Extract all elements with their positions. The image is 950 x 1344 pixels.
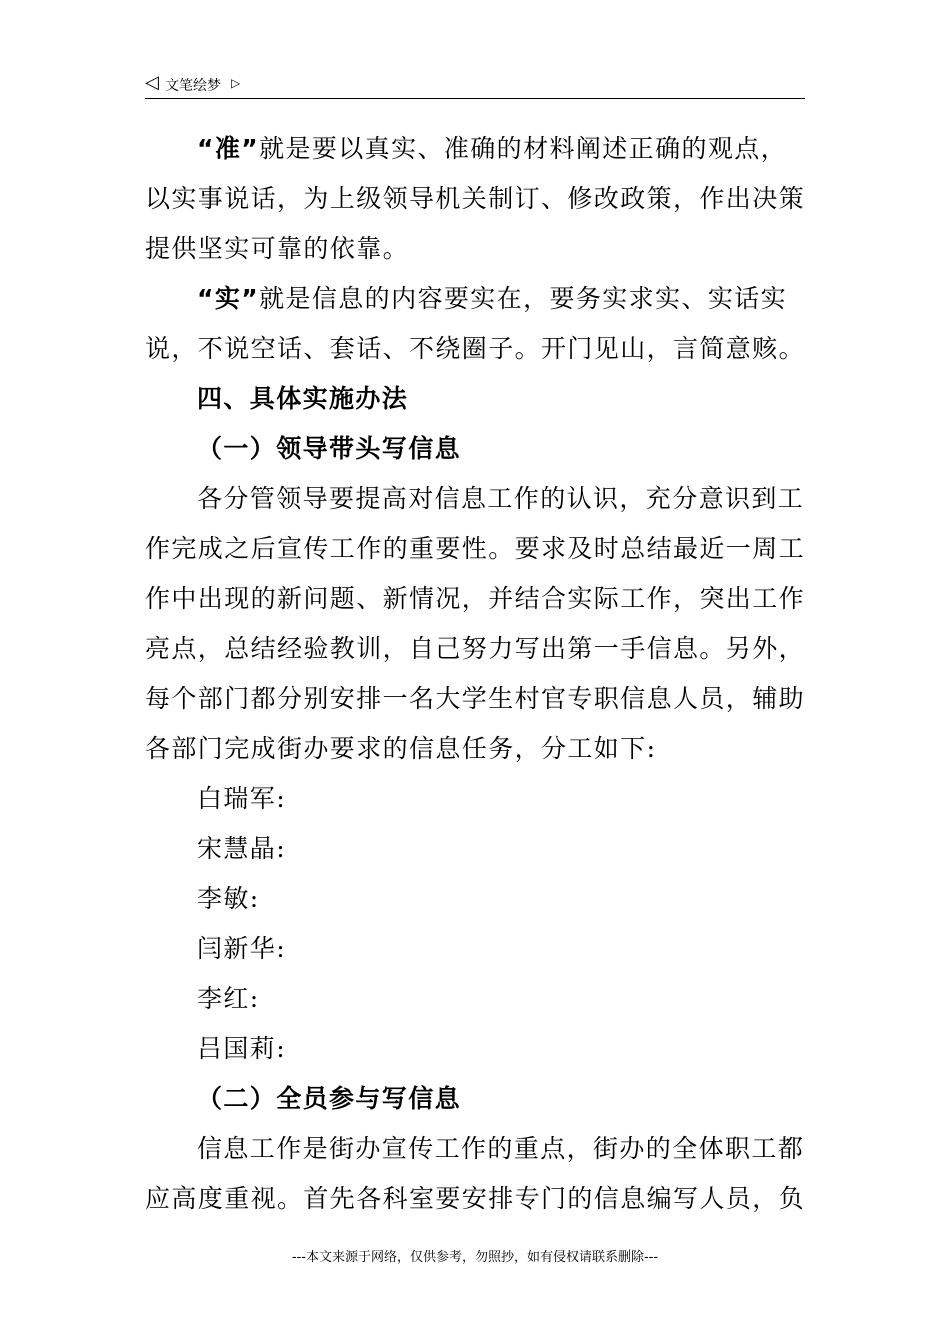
paragraph-text: 就是信息的内容要实在，要务实求实、实话实 xyxy=(259,284,788,313)
section-heading-4: 四、具体实施办法 xyxy=(197,384,409,413)
subsection-heading-1: （一）领导带头写信息 xyxy=(197,434,462,463)
name-item: 吕国莉: xyxy=(197,1034,287,1063)
subsection-heading-2: （二）全员参与写信息 xyxy=(197,1084,462,1113)
name-item: 闫新华: xyxy=(197,934,287,963)
name-item: 李红: xyxy=(197,984,260,1013)
paragraph-shi-line-2: 说，不说空话、套话、不绕圈子。开门见山，言简意赅。 xyxy=(145,334,806,363)
paragraph-zhun-line-2: 以实事说话，为上级领导机关制订、修改政策，作出决策 xyxy=(145,184,806,213)
paragraph-leaders-line-1: 各分管领导要提高对信息工作的认识，充分意识到工 xyxy=(197,484,805,513)
paragraph-shi-line-1 xyxy=(145,274,807,324)
page-header xyxy=(145,72,805,99)
paragraph-zhun-line-1 xyxy=(145,124,807,174)
right-triangle-icon: ▷ xyxy=(231,76,241,90)
paragraph-leaders-line-4: 亮点，总结经验教训，自己努力写出第一手信息。另外， xyxy=(145,634,806,663)
paragraph-all-staff-line-1: 信息工作是街办宣传工作的重点，街办的全体职工都 xyxy=(197,1134,805,1163)
name-item: 白瑞军: xyxy=(197,784,287,813)
paragraph-leaders-line-6: 各部门完成街办要求的信息任务，分工如下: xyxy=(145,734,657,763)
header-title: 文笔绘梦 xyxy=(165,78,221,94)
name-item: 李敏: xyxy=(197,884,260,913)
left-triangle-icon: ◁ xyxy=(145,72,159,93)
paragraph-leaders-line-2: 作完成之后宣传工作的重要性。要求及时总结最近一周工 xyxy=(145,534,806,563)
keyword-shi: “实” xyxy=(197,284,260,313)
paragraph-all-staff-line-2: 应高度重视。首先各科室要安排专门的信息编写人员，负 xyxy=(145,1184,806,1213)
page-footer: ---本文来源于网络，仅供参考，勿照抄，如有侵权请联系删除--- xyxy=(291,1250,659,1265)
paragraph-leaders-line-3: 作中出现的新问题、新情况，并结合实际工作，突出工作 xyxy=(145,584,806,613)
keyword-zhun: “准” xyxy=(197,134,260,163)
paragraph-text: 就是要以真实、准确的材料阐述正确的观点， xyxy=(259,134,788,163)
document-body xyxy=(145,124,807,1224)
paragraph-leaders-line-5: 每个部门都分别安排一名大学生村官专职信息人员，辅助 xyxy=(145,684,806,713)
paragraph-zhun-line-3: 提供坚实可靠的依靠。 xyxy=(145,234,410,263)
name-item: 宋慧晶: xyxy=(197,834,287,863)
